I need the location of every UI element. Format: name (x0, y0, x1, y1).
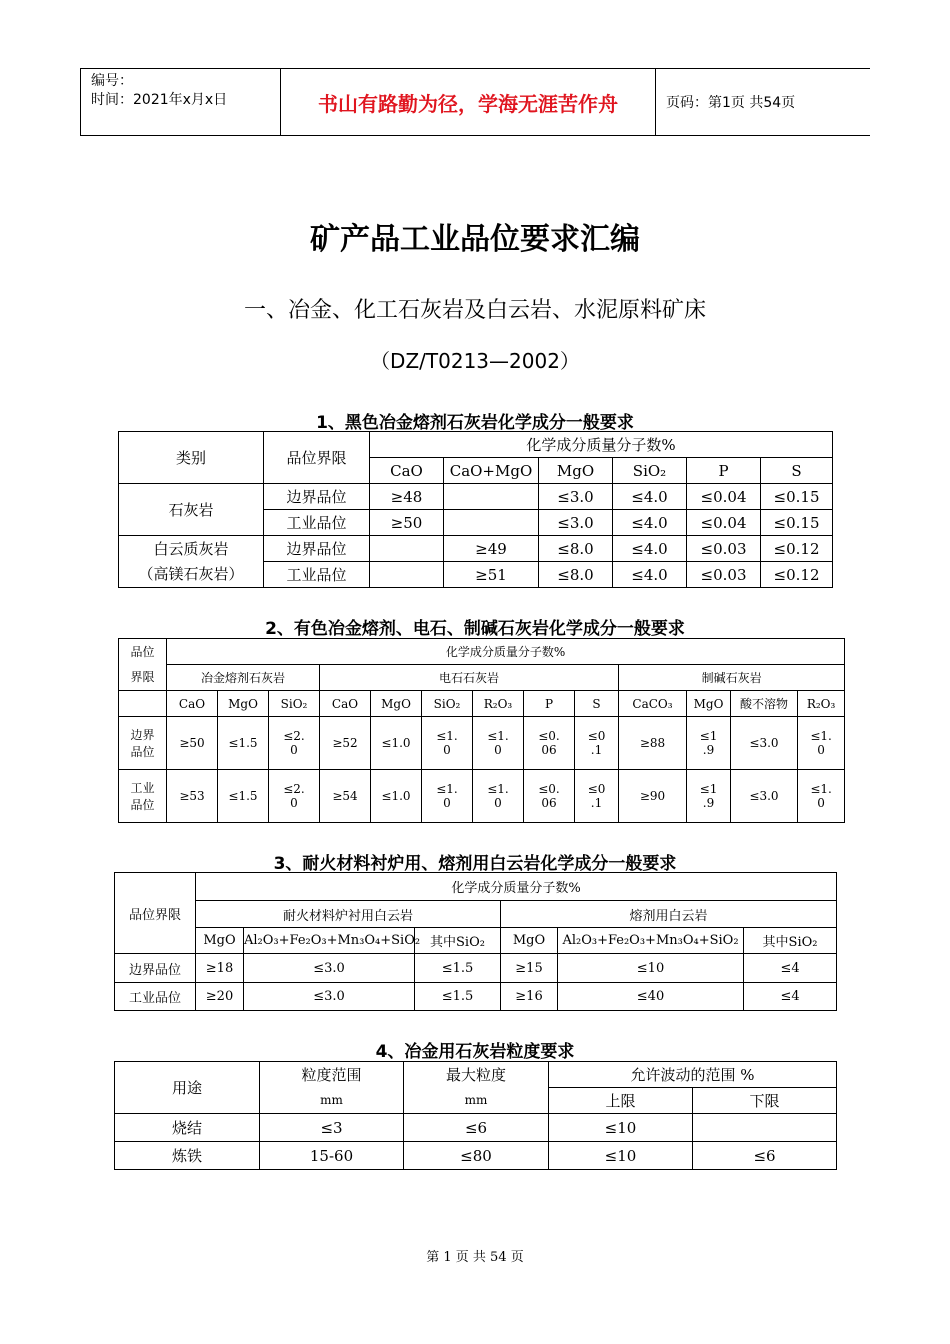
standard-code: （DZ/T0213—2002） (370, 349, 580, 373)
t1-col: SiO₂ (613, 458, 687, 484)
t2-cell-line: ≤1. (487, 782, 509, 796)
t2-cell (473, 770, 524, 823)
t4-cell: 15-60 (260, 1142, 404, 1170)
t4-cell (693, 1114, 837, 1142)
t2-header-chem: 化学成分质量分子数% (167, 639, 845, 665)
t2-grade-line2: 界限 (130, 669, 155, 684)
t4-cell: 烧结 (115, 1114, 260, 1142)
t1-dolo-line1: 白云质灰岩 (153, 539, 229, 558)
t1-cell: ≤4.0 (613, 484, 687, 510)
t3-cell: 边界品位 (115, 954, 196, 983)
t2-col: R₂O₃ (473, 691, 524, 717)
t2-cell-line: 0 (443, 796, 451, 810)
t2-cell-line: ≤2. (283, 782, 305, 796)
table-row (119, 717, 845, 770)
t3-header-grade: 品位界限 (115, 873, 196, 954)
t3-cell: ≥20 (196, 983, 244, 1011)
t4-header-range (260, 1062, 404, 1114)
t3-col: Al₂O₃+Fe₂O₃+Mn₃O₄+SiO₂ (558, 928, 744, 954)
t2-cell-line: 0 (817, 796, 825, 810)
t1-cell: ≤4.0 (613, 536, 687, 562)
t1-col: CaO (370, 458, 444, 484)
table-row (115, 983, 837, 1011)
table-row (115, 1114, 837, 1142)
t2-cell-line: ≥52 (332, 736, 358, 750)
table2-title: 2、有色冶金熔剂、电石、制碱石灰岩化学成分一般要求 (265, 619, 685, 639)
t2-cell-line: 0 (290, 796, 298, 810)
t1-cell: ≤0.12 (761, 536, 833, 562)
t2-cell-line: 0 (443, 743, 451, 757)
t2-cell (619, 770, 687, 823)
t3-cell: 工业品位 (115, 983, 196, 1011)
t2-row-grade-line: 工业 (130, 781, 155, 795)
t1-cell (444, 510, 539, 536)
t1-cell: ≤0.04 (687, 484, 761, 510)
t3-col: 其中SiO₂ (415, 928, 501, 954)
t2-cell-line: ≤1.5 (228, 789, 258, 803)
t4-cell: ≤3 (260, 1114, 404, 1142)
t1-cell: ≤0.03 (687, 562, 761, 588)
t2-cell (269, 770, 320, 823)
t2-cell (422, 717, 473, 770)
t2-cell (524, 717, 575, 770)
t3-cell: ≤4 (744, 954, 837, 983)
t1-dolo-line2: （高镁石灰岩） (138, 564, 244, 583)
t1-cell: ≤3.0 (539, 484, 613, 510)
table2 (118, 638, 845, 823)
t3-group-flux: 熔剂用白云岩 (501, 901, 837, 928)
t2-cell (575, 770, 619, 823)
t2-col: CaCO₃ (619, 691, 687, 717)
t2-cell (320, 770, 371, 823)
t2-cell (320, 717, 371, 770)
t4-header-lower: 下限 (693, 1088, 837, 1114)
t2-row-grade (119, 717, 167, 770)
t2-cell-line: ≥50 (179, 736, 205, 750)
t3-cell: ≤3.0 (244, 983, 415, 1011)
t3-cell: ≤4 (744, 983, 837, 1011)
t1-cell: ≤0.04 (687, 510, 761, 536)
t2-cell-line: 0 (817, 743, 825, 757)
table3-title: 3、耐火材料衬炉用、熔剂用白云岩化学成分一般要求 (273, 854, 677, 874)
t2-cell-line: ≥53 (179, 789, 205, 803)
t2-cell (619, 717, 687, 770)
t4-range-unit: mm (320, 1092, 343, 1107)
t1-col: S (761, 458, 833, 484)
t3-cell: ≤1.5 (415, 983, 501, 1011)
t2-cell-line: ≤1. (436, 729, 458, 743)
t3-col: 其中SiO₂ (744, 928, 837, 954)
t3-cell: ≥15 (501, 954, 558, 983)
t2-cell (687, 770, 731, 823)
t1-category-limestone: 石灰岩 (119, 484, 264, 536)
t2-col: 酸不溶物 (731, 691, 798, 717)
t1-cell: ≤8.0 (539, 562, 613, 588)
t4-range-label: 粒度范围 (301, 1065, 362, 1084)
t2-col: S (575, 691, 619, 717)
t2-row-grade-line: 品位 (130, 745, 155, 759)
t2-cell-line: 0 (290, 743, 298, 757)
t2-cell (575, 717, 619, 770)
t4-max-unit: mm (464, 1092, 488, 1107)
t2-cell-line: ≤2. (283, 729, 305, 743)
table4-title: 4、冶金用石灰岩粒度要求 (375, 1042, 575, 1062)
t2-cell-line: ≤1.5 (228, 736, 258, 750)
t1-cell: ≤0.03 (687, 536, 761, 562)
t1-cell: 工业品位 (264, 562, 370, 588)
t3-cell: ≤3.0 (244, 954, 415, 983)
t2-col: SiO₂ (269, 691, 320, 717)
t1-col: MgO (539, 458, 613, 484)
t3-col: MgO (196, 928, 244, 954)
t4-cell: ≤6 (693, 1142, 837, 1170)
section-title: 一、冶金、化工石灰岩及白云岩、水泥原料矿床 (243, 298, 706, 323)
page-header (80, 68, 870, 136)
t2-row-grade (119, 770, 167, 823)
t2-cell (371, 717, 422, 770)
t2-cell-line: ≤1.0 (381, 736, 411, 750)
t1-cell: ≥50 (370, 510, 444, 536)
t2-col: CaO (167, 691, 218, 717)
t2-cell (798, 770, 845, 823)
t1-cell: 工业品位 (264, 510, 370, 536)
t2-cell (218, 770, 269, 823)
t2-cell-line: ≤3.0 (749, 789, 779, 803)
t2-cell-line: ≤0. (538, 782, 560, 796)
t2-col: MgO (687, 691, 731, 717)
t2-cell-line: 06 (541, 743, 557, 757)
t1-category-dolomitic (119, 536, 264, 588)
t1-cell: ≤4.0 (613, 510, 687, 536)
t1-col: P (687, 458, 761, 484)
t1-header-chem: 化学成分质量分子数% (370, 432, 833, 458)
t2-cell-line: ≤0 (587, 729, 606, 743)
table-row (115, 1142, 837, 1170)
t2-cell-line: ≤1. (487, 729, 509, 743)
t3-col: MgO (501, 928, 558, 954)
t2-col: SiO₂ (422, 691, 473, 717)
t2-cell-line: ≤1.0 (381, 789, 411, 803)
table1 (118, 431, 833, 588)
t1-cell: ≤0.15 (761, 510, 833, 536)
page-footer: 第 1 页 共 54 页 (426, 1250, 524, 1265)
t2-cell-line: .9 (702, 743, 715, 757)
t2-cell-line: ≥88 (639, 736, 666, 750)
t1-col: CaO+MgO (444, 458, 539, 484)
t4-header-allow: 允许波动的范围 % (549, 1062, 837, 1088)
t2-cell-line: ≥90 (639, 789, 666, 803)
t2-cell (687, 717, 731, 770)
t2-empty-cell (119, 691, 167, 717)
t2-cell-line: ≤1. (436, 782, 458, 796)
t4-header-use: 用途 (115, 1062, 260, 1114)
t3-cell: ≥18 (196, 954, 244, 983)
t4-cell: ≤80 (404, 1142, 549, 1170)
t2-cell-line: 0 (494, 796, 502, 810)
doc-number-label: 编号： (91, 73, 133, 89)
t1-cell: ≥49 (444, 536, 539, 562)
t1-cell: ≤8.0 (539, 536, 613, 562)
t2-cell-line: ≤1 (699, 729, 718, 743)
t2-cell-line: ≤1. (810, 782, 832, 796)
table3 (114, 872, 837, 1011)
t3-col: Al₂O₃+Fe₂O₃+Mn₃O₄+SiO₂ (244, 928, 415, 954)
t1-cell: ≥48 (370, 484, 444, 510)
t1-cell: ≤4.0 (613, 562, 687, 588)
t4-max-label: 最大粒度 (445, 1065, 506, 1084)
t1-cell: 边界品位 (264, 536, 370, 562)
t2-cell (731, 770, 798, 823)
t1-header-grade: 品位界限 (264, 432, 370, 484)
t2-cell (167, 717, 218, 770)
t3-group-refractory: 耐火材料炉衬用白云岩 (196, 901, 501, 928)
t4-cell: 炼铁 (115, 1142, 260, 1170)
t2-group-carbide: 电石石灰岩 (320, 665, 619, 691)
doc-time-label: 时间：2021年x月x日 (91, 92, 228, 108)
header-meta (80, 69, 281, 135)
table-row (119, 484, 833, 510)
header-page-info: 页码：第1页 共54页 (655, 69, 870, 135)
t2-group-alkali: 制碱石灰岩 (619, 665, 845, 691)
t2-cell (218, 717, 269, 770)
header-motto: 书山有路勤为径，学海无涯苦作舟 (318, 91, 618, 116)
t2-cell-line: 06 (541, 796, 557, 810)
t2-group-metallurgy: 冶金熔剂石灰岩 (167, 665, 320, 691)
t1-cell: ≤3.0 (539, 510, 613, 536)
t2-cell-line: ≤0 (587, 782, 606, 796)
t4-cell: ≤10 (549, 1114, 693, 1142)
table-row (115, 954, 837, 983)
t1-cell: ≤0.12 (761, 562, 833, 588)
t2-cell (798, 717, 845, 770)
t4-header-upper: 上限 (549, 1088, 693, 1114)
t1-cell: ≤0.15 (761, 484, 833, 510)
t3-cell: ≤10 (558, 954, 744, 983)
page-title: 矿产品工业品位要求汇编 (310, 222, 640, 257)
t2-row-grade-line: 品位 (130, 798, 155, 812)
t1-cell: ≥51 (444, 562, 539, 588)
t2-col: CaO (320, 691, 371, 717)
table4 (114, 1061, 837, 1170)
t2-col: R₂O₃ (798, 691, 845, 717)
t2-cell (269, 717, 320, 770)
t2-cell (167, 770, 218, 823)
t2-cell (371, 770, 422, 823)
t1-cell (370, 536, 444, 562)
t2-cell (422, 770, 473, 823)
t2-cell-line: ≤1 (699, 782, 718, 796)
t2-cell-line: .1 (590, 743, 603, 757)
t3-cell: ≤40 (558, 983, 744, 1011)
t1-header-category: 类别 (119, 432, 264, 484)
t3-cell: ≤1.5 (415, 954, 501, 983)
t3-cell: ≥16 (501, 983, 558, 1011)
t3-header-chem: 化学成分质量分子数% (196, 873, 837, 901)
t2-cell-line: ≥54 (332, 789, 358, 803)
t2-cell (473, 717, 524, 770)
t2-col: MgO (218, 691, 269, 717)
t2-cell-line: ≤1. (810, 729, 832, 743)
t2-cell-line: 0 (494, 743, 502, 757)
t4-cell: ≤10 (549, 1142, 693, 1170)
t1-cell (444, 484, 539, 510)
t2-cell-line: .1 (590, 796, 603, 810)
t2-cell (731, 717, 798, 770)
t2-cell-line: ≤0. (538, 729, 560, 743)
t2-cell (524, 770, 575, 823)
t2-row-grade-line: 边界 (130, 728, 155, 742)
table1-title: 1、黑色冶金熔剂石灰岩化学成分一般要求 (316, 413, 634, 433)
t1-cell: 边界品位 (264, 484, 370, 510)
t2-col: P (524, 691, 575, 717)
t4-cell: ≤6 (404, 1114, 549, 1142)
t2-grade-line1: 品位 (130, 644, 155, 659)
table-row (119, 536, 833, 562)
t2-col: MgO (371, 691, 422, 717)
t2-cell-line: ≤3.0 (749, 736, 779, 750)
t2-cell-line: .9 (702, 796, 715, 810)
t1-cell (370, 562, 444, 588)
t2-header-grade (119, 639, 167, 691)
t4-header-max (404, 1062, 549, 1114)
table-row (119, 770, 845, 823)
